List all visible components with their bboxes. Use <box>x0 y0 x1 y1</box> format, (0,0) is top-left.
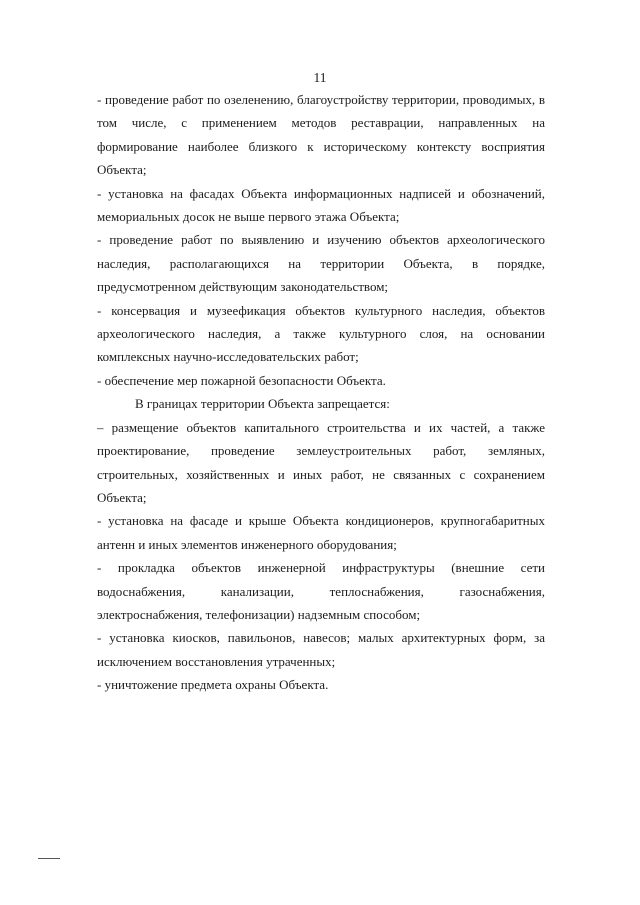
footnote-divider <box>38 858 60 859</box>
page-number: 11 <box>313 70 327 85</box>
paragraph-conservation: - консервация и музеефикация объектов культурного наследия, объектов археологического наследия, а также культурного слоя, на основании комплексных научно-исследовательских работ; <box>97 302 545 365</box>
prohibited-heading: В границах территории Объекта запрещается: <box>135 396 390 412</box>
paragraph-landscaping: - проведение работ по озеленению, благоустройству территории, проводимых, в том числе, с применением методов реставрации, направленных на формирование наиболее близкого к историческому контексту восприятия Объекта; <box>97 92 545 178</box>
paragraph-destruction-ban: - уничтожение предмета охраны Объекта. <box>97 677 329 693</box>
paragraph-equipment-ban: - установка на фасаде и крыше Объекта кондиционеров, крупногабаритных антенн и иных элементов инженерного оборудования; <box>97 513 545 552</box>
document-body <box>97 88 545 697</box>
paragraph-archaeology-survey: - проведение работ по выявлению и изучению объектов археологического наследия, располагающихся на территории Объекта, в порядке, предусмотренном действующим законодательством; <box>97 232 545 295</box>
paragraph-construction-ban: – размещение объектов капитального строительства и их частей, а также проектирование, проведение землеустроительных работ, земляных, строительных, хозяйственных и иных работ, не связанных с сохранением Объекта; <box>97 419 545 505</box>
paragraph-facade-signage: - установка на фасадах Объекта информационных надписей и обозначений, мемориальных досок не выше первого этажа Объекта; <box>97 185 545 225</box>
paragraph-kiosk-ban: - установка киосков, павильонов, навесов; малых архитектурных форм, за исключением восстановления утраченных; <box>97 630 545 669</box>
paragraph-infrastructure-ban: - прокладка объектов инженерной инфраструктуры (внешние сети водоснабжения, канализации, теплоснабжения, газоснабжения, электроснабжения, телефонизации) надземным способом; <box>97 560 545 622</box>
paragraph-fire-safety: - обеспечение мер пожарной безопасности Объекта. <box>97 372 386 388</box>
